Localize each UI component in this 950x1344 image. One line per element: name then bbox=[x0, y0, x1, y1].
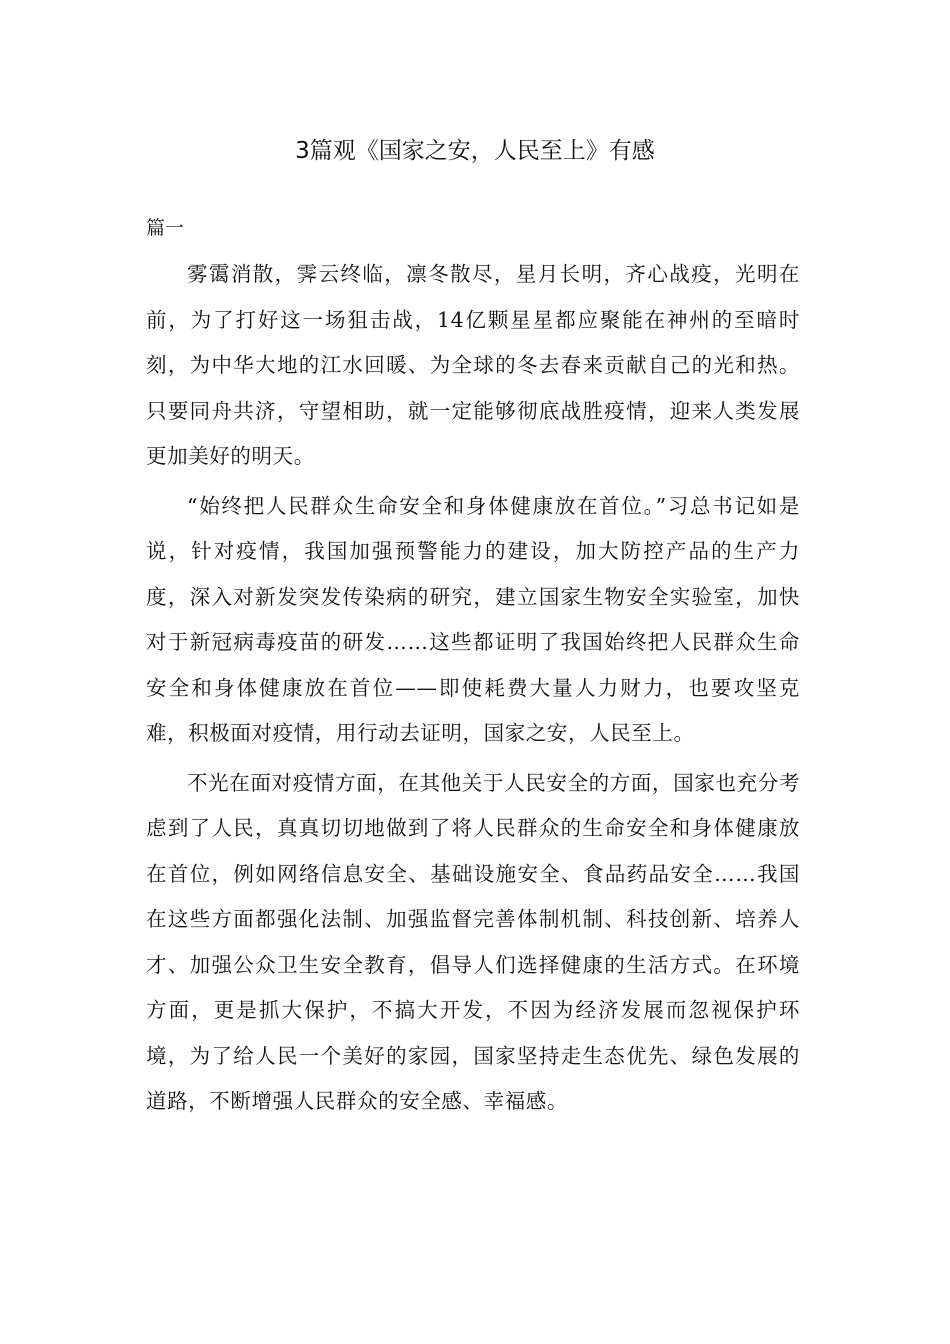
document-body bbox=[146, 252, 800, 1129]
paragraph: 不光在面对疫情方面，在其他关于人民安全的方面，国家也充分考虑到了人民，真真切切地做到了将人民群众的生命安全和身体健康放在首位，例如网络信息安全、基础设施安全、食品药品安全……我国在这些方面都强化法制、加强监督完善体制机制、科技创新、培养人才、加强公众卫生安全教育，倡导人们选择健康的生活方式。在环境方面，更是抓大保护，不搞大开发，不因为经济发展而忽视保护环境，为了给人民一个美好的家园，国家坚持走生态优先、绿色发展的道路，不断增强人民群众的安全感、幸福感。 bbox=[146, 770, 800, 1113]
document-title: 3篇观《国家之安，人民至上》有感 bbox=[295, 138, 655, 164]
paragraph: 雾霭消散，霁云终临，凛冬散尽，星月长明，齐心战疫，光明在前，为了打好这一场狙击战，14亿颗星星都应聚能在神州的至暗时刻，为中华大地的江水回暖、为全球的冬去春来贡献自己的光和热。只要同舟共济，守望相助，就一定能够彻底战胜疫情，迎来人类发展更加美好的明天。 bbox=[146, 262, 800, 468]
paragraph: “始终把人民群众生命安全和身体健康放在首位。”习总书记如是说，针对疫情，我国加强预警能力的建设，加大防控产品的生产力度，深入对新发突发传染病的研究，建立国家生物安全实验室，加快对于新冠病毒疫苗的研发……这些都证明了我国始终把人民群众生命安全和身体健康放在首位——即使耗费大量人力财力，也要攻坚克难，积极面对疫情，用行动去证明，国家之安，人民至上。 bbox=[146, 493, 800, 745]
section-label: 篇一 bbox=[146, 217, 185, 239]
